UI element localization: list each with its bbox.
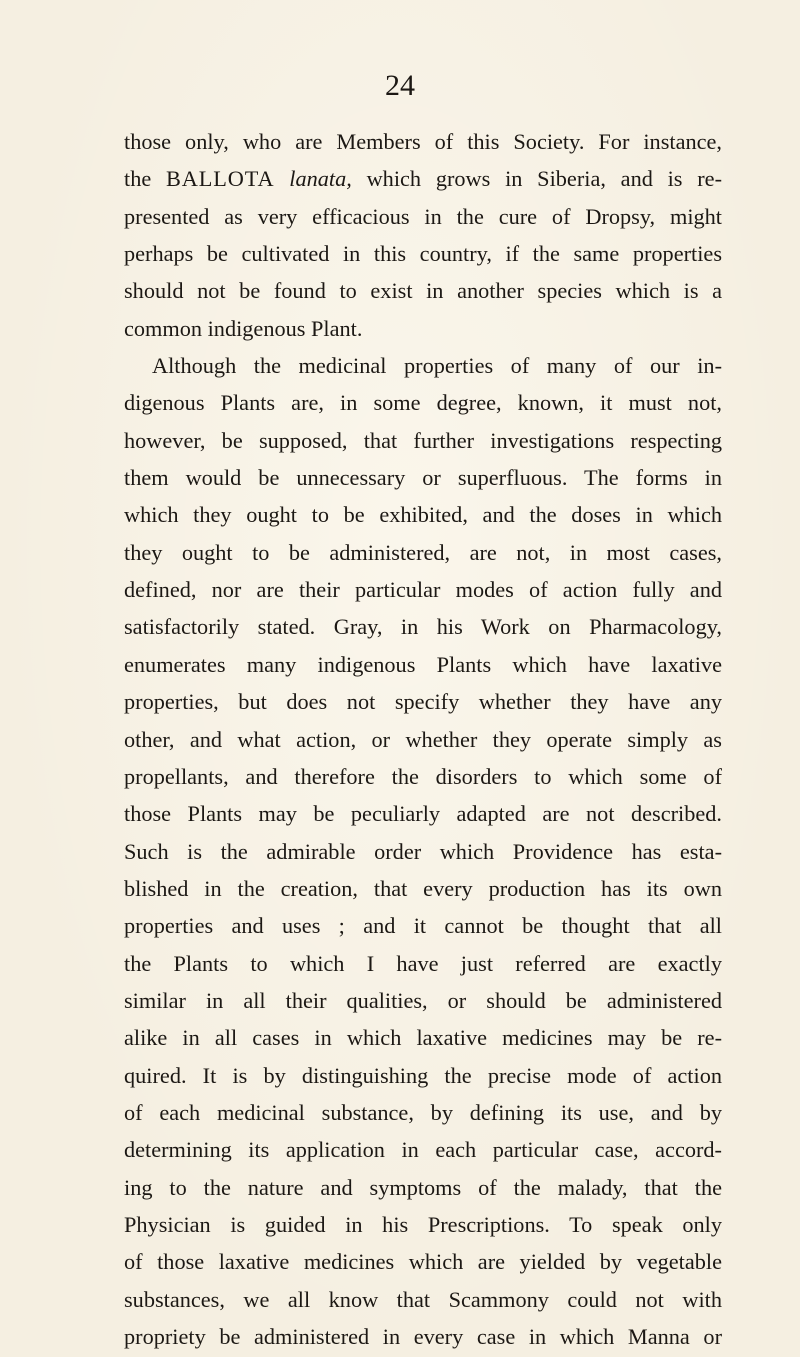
text-line: propriety be administered in every case in which Manna or [124, 1324, 722, 1349]
text-line: alike in all cases in which laxative medicines may be re- [124, 1025, 722, 1051]
page-number: 24 [385, 69, 415, 102]
text-line: should not be found to exist in another species which is a [124, 278, 722, 304]
text-line: however, be supposed, that further investigations respecting [124, 427, 722, 453]
text-line: defined, nor are their particular modes of action fully and [124, 577, 722, 603]
text-line: Physician is guided in his Prescriptions. To speak only [124, 1211, 722, 1237]
text-line: other, and what action, or whether they operate simply as [124, 726, 722, 752]
text-line: quired. It is by distinguishing the precise mode of action [124, 1062, 722, 1088]
text-line: presented as very efficacious in the cure of Dropsy, might [124, 203, 722, 229]
text-line: properties and uses ; and it cannot be thought that all [124, 913, 722, 939]
text-line: those Plants may be peculiarly adapted are not described. [124, 801, 722, 827]
text-line: common indigenous Plant. [124, 315, 363, 341]
text-line: Although the medicinal properties of many of our in- [152, 353, 722, 379]
text-line: propellants, and therefore the disorders to which some of [124, 763, 722, 789]
text-line: enumerates many indigenous Plants which have laxative [124, 651, 722, 677]
text-line: which they ought to be exhibited, and the doses in which [124, 502, 722, 528]
text-line: ing to the nature and symptoms of the malady, that the [124, 1174, 722, 1200]
text-line: determining its application in each particular case, accord- [124, 1137, 722, 1163]
text-line: properties, but does not specify whether they have any [124, 689, 722, 715]
text-line: of each medicinal substance, by defining its use, and by [124, 1099, 722, 1125]
text-line: similar in all their qualities, or should be administered [124, 987, 722, 1013]
text-line: blished in the creation, that every production has its own [124, 875, 722, 901]
text-line: the Plants to which I have just referred are exactly [124, 950, 722, 976]
text-line: perhaps be cultivated in this country, if the same properties [124, 241, 722, 267]
species-name: lanata, [289, 166, 352, 192]
text-line: them would be unnecessary or superfluous. The forms in [124, 465, 722, 491]
body-text [124, 123, 722, 1355]
genus-name: BALLOTA [166, 166, 275, 192]
text-line: digenous Plants are, in some degree, known, it must not, [124, 390, 722, 416]
text-line: those only, who are Members of this Society. For instance, [124, 129, 722, 154]
text-line: satisfactorily stated. Gray, in his Work on Pharmacology, [124, 614, 722, 640]
text-line: substances, we all know that Scammony could not with [124, 1286, 722, 1312]
text-line: the BALLOTA lanata, which grows in Siberia, and is re- [124, 166, 722, 192]
text-line: Such is the admirable order which Providence has esta- [124, 838, 722, 864]
text-line: of those laxative medicines which are yielded by vegetable [124, 1249, 722, 1275]
text-line: they ought to be administered, are not, in most cases, [124, 539, 722, 565]
